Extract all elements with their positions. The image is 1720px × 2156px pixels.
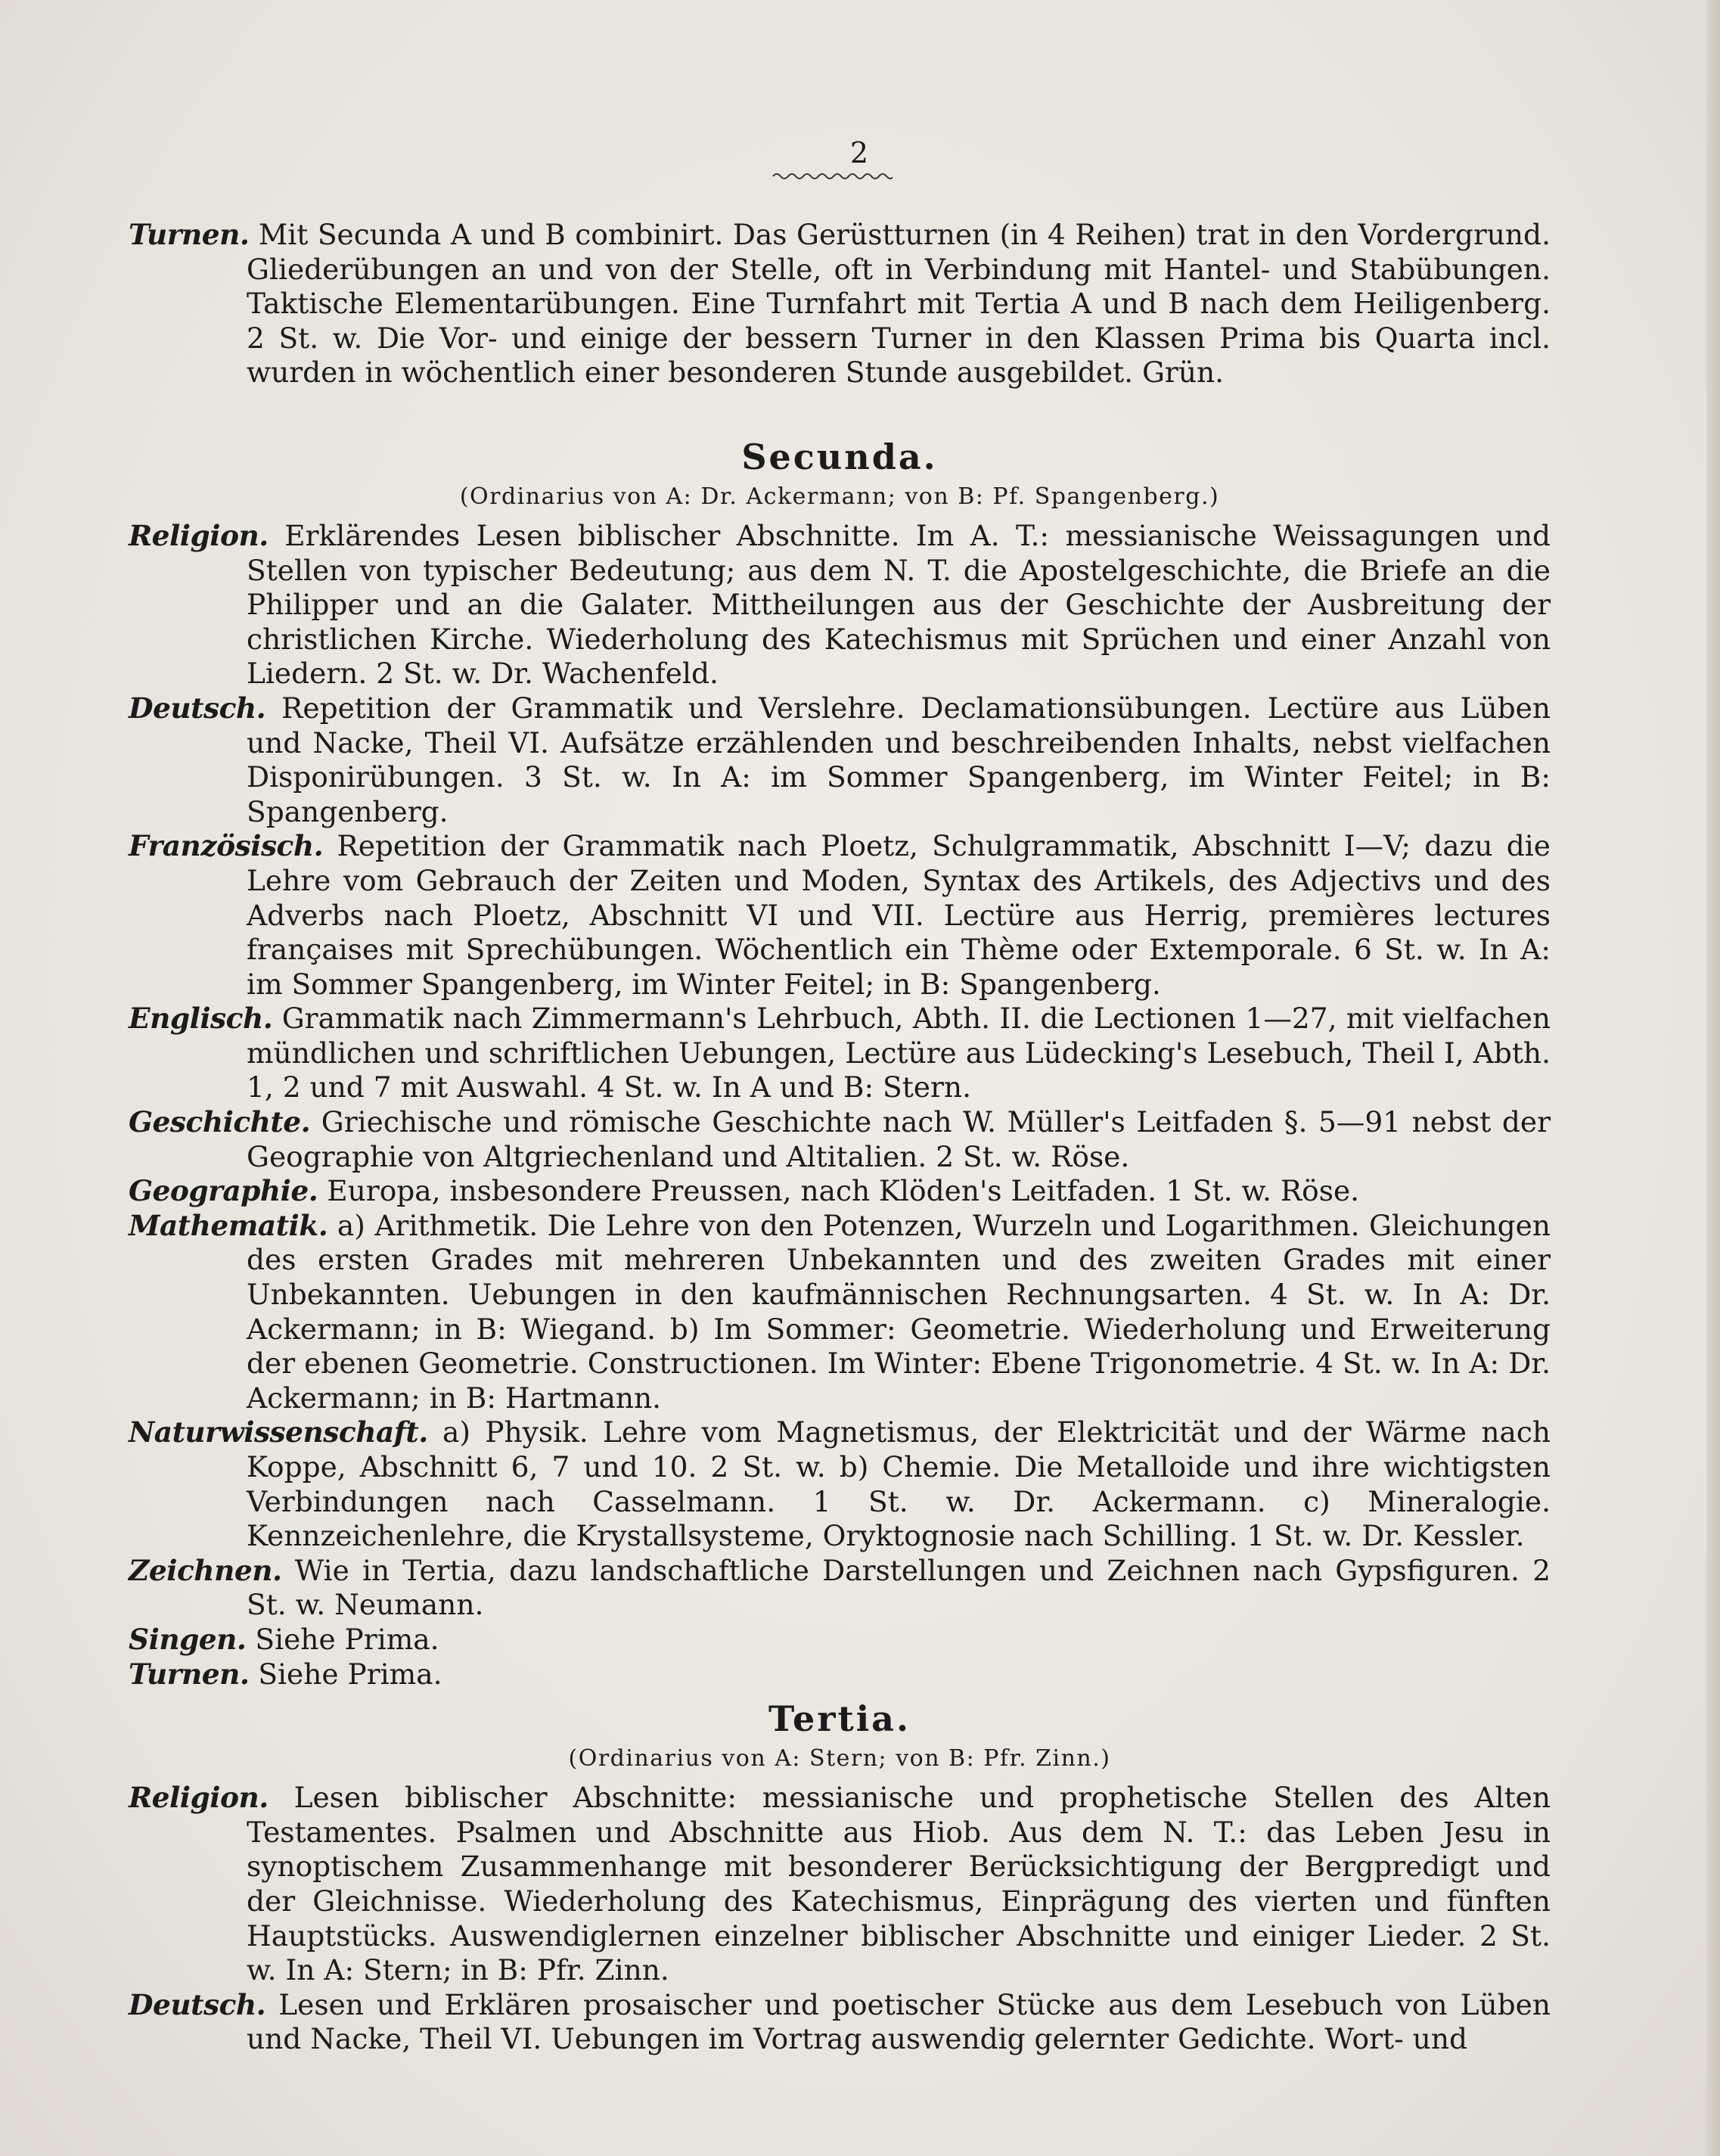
subject-text: Repetition der Grammatik und Verslehre. Declamationsübungen. Lectüre aus Lüben und Nacke, Theil VI. Aufsätze erzählenden und beschreibenden Inhalts, nebst vielfachen Disponirübungen. 3 St. w. In A: im Sommer Spangenberg, im Winter Feitel; in B: Spangenberg. (247, 691, 1551, 828)
page-number: 2 (849, 136, 871, 169)
secunda-geographie (129, 1174, 1551, 1209)
subject-text: Griechische und römische Geschichte nach W. Müller's Leitfaden §. 5—91 nebst der Geographie von Altgriechenland und Altitalien. 2 St. w. Röse. (247, 1105, 1551, 1173)
secunda-geschichte (129, 1105, 1551, 1174)
secunda-deutsch (129, 691, 1551, 829)
secunda-zeichnen (129, 1554, 1551, 1623)
subject-label: Zeichnen. (129, 1553, 282, 1587)
subject-text: Lesen und Erklären prosaischer und poetischer Stücke aus dem Lesebuch von Lüben und Nacke, Theil VI. Uebungen im Vortrag auswendig gelernter Gedichte. Wort- und (247, 1987, 1551, 2056)
subject-text: Mit Secunda A und B combinirt. Das Gerüstturnen (in 4 Reihen) trat in den Vordergrund. Gliederübungen an und von der Stelle, oft in Verbindung mit Hantel- und Stabübungen. Taktische Elementarübungen. Eine Turnfahrt mit Tertia A und B nach dem Heiligenberg. 2 St. w. Die Vor- und einige der bessern Turner in den Klassen Prima bis Quarta incl. wurden in wöchentlich einer besonderen Stunde ausgebildet. Grün. (247, 218, 1551, 390)
subject-text: Wie in Tertia, dazu landschaftliche Darstellungen und Zeichnen nach Gypsfiguren. 2 St. w. Neumann. (247, 1553, 1551, 1622)
ordinarius-tertia: (Ordinarius von A: Stern; von B: Pfr. Zinn.) (568, 1745, 1111, 1772)
secunda-turnen (129, 1657, 1551, 1692)
section-title-tertia: Tertia. (768, 1698, 911, 1740)
secunda-englisch (129, 1002, 1551, 1105)
subject-text: Grammatik nach Zimmermann's Lehrbuch, Abth. II. die Lectionen 1—27, mit vielfachen mündlichen und schriftlichen Uebungen, Lectüre aus Lüdecking's Lesebuch, Theil I, Abth. 1, 2 und 7 mit Auswahl. 4 St. w. In A und B: Stern. (247, 1002, 1551, 1104)
secunda-singen (129, 1623, 1551, 1657)
subject-label: Turnen. (129, 218, 250, 251)
subject-label: Geschichte. (129, 1105, 311, 1139)
secunda-franzoesisch (129, 829, 1551, 1002)
subject-label: Mathematik. (129, 1208, 328, 1242)
subject-text: Repetition der Grammatik nach Ploetz, Schulgrammatik, Abschnitt I—V; dazu die Lehre vom Gebrauch der Zeiten und Moden, Syntax des Artikels, des Adjectivs und des Adverbs nach Ploetz, Abschnitt VI und VII. Lectüre aus Herrig, premières lectures françaises mit Sprechübungen. Wöchentlich ein Thème oder Extemporale. 6 St. w. In A: im Sommer Spangenberg, im Winter Feitel; in B: Spangenberg. (247, 829, 1551, 1001)
subject-label: Französisch. (129, 829, 324, 863)
page-edge (1706, 0, 1720, 2156)
subject-text: Siehe Prima. (258, 1657, 442, 1691)
subject-label: Englisch. (129, 1002, 273, 1036)
subject-text: Erklärendes Lesen biblischer Abschnitte. Im A. T.: messianische Weissagungen und Stellen von typischer Bedeutung; aus dem N. T. die Apostelgeschichte, die Briefe an die Philipper und an die Galater. Mittheilungen aus der Geschichte der Ausbreitung der christlichen Kirche. Wiederholung des Katechismus mit Sprüchen und einer Anzahl von Liedern. 2 St. w. Dr. Wachenfeld. (247, 518, 1551, 691)
subject-text: Siehe Prima. (255, 1622, 439, 1656)
decorative-rule-icon (772, 171, 893, 182)
subject-label: Deutsch. (129, 1987, 266, 2021)
subject-text: a) Arithmetik. Die Lehre von den Potenzen, Wurzeln und Logarithmen. Gleichungen des ersten Grades mit mehreren Unbekannten und des zweiten Grades mit einer Unbekannten. Uebungen in den kaufmännischen Rechnungsarten. 4 St. w. In A: Dr. Ackermann; in B: Wiegand. b) Im Sommer: Geometrie. Wiederholung und Erweiterung der ebenen Geometrie. Constructionen. Im Winter: Ebene Trigonometrie. 4 St. w. In A: Dr. Ackermann; in B: Hartmann. (247, 1208, 1551, 1415)
secunda-religion (129, 519, 1551, 691)
subject-text: a) Physik. Lehre vom Magnetismus, der Elektricität und der Wärme nach Koppe, Abschnitt 6, 7 und 10. 2 St. w. b) Chemie. Die Metalloide und ihre wichtigsten Verbindungen nach Casselmann. 1 St. w. Dr. Ackermann. c) Mineralogie. Kennzeichenlehre, die Krystallsysteme, Oryktognosie nach Schilling. 1 St. w. Dr. Kessler. (247, 1415, 1551, 1553)
subject-text: Europa, insbesondere Preussen, nach Klöden's Leitfaden. 1 St. w. Röse. (327, 1174, 1360, 1208)
ordinarius-secunda: (Ordinarius von A: Dr. Ackermann; von B: Pf. Spangenberg.) (459, 483, 1220, 510)
subject-label: Religion. (129, 1781, 269, 1815)
subject-label: Geographie. (129, 1174, 318, 1208)
section-title-secunda: Secunda. (741, 436, 938, 477)
subject-label: Deutsch. (129, 691, 266, 725)
subject-label: Naturwissenschaft. (129, 1415, 428, 1449)
tertia-deutsch (129, 1988, 1551, 2057)
secunda-naturwissenschaft (129, 1415, 1551, 1553)
subject-text: Lesen biblischer Abschnitte: messianische und prophetische Stellen des Alten Testamentes. Psalmen und Abschnitte aus Hiob. Aus dem N. T.: das Leben Jesu in synoptischem Zusammenhange mit besonderer Berücksichtigung der Bergpredigt und der Gleichnisse. Wiederholung des Katechismus, Einprägung des vierten und fünften Hauptstücks. Auswendiglernen einzelner biblischer Abschnitte und einiger Lieder. 2 St. w. In A: Stern; in B: Pfr. Zinn. (247, 1781, 1551, 1987)
secunda-mathematik (129, 1209, 1551, 1416)
tertia-religion (129, 1781, 1551, 1988)
subject-label: Singen. (129, 1622, 247, 1656)
turnen-entry (129, 218, 1551, 390)
subject-label: Turnen. (129, 1657, 250, 1691)
subject-label: Religion. (129, 518, 269, 552)
document-body (129, 218, 1551, 2057)
